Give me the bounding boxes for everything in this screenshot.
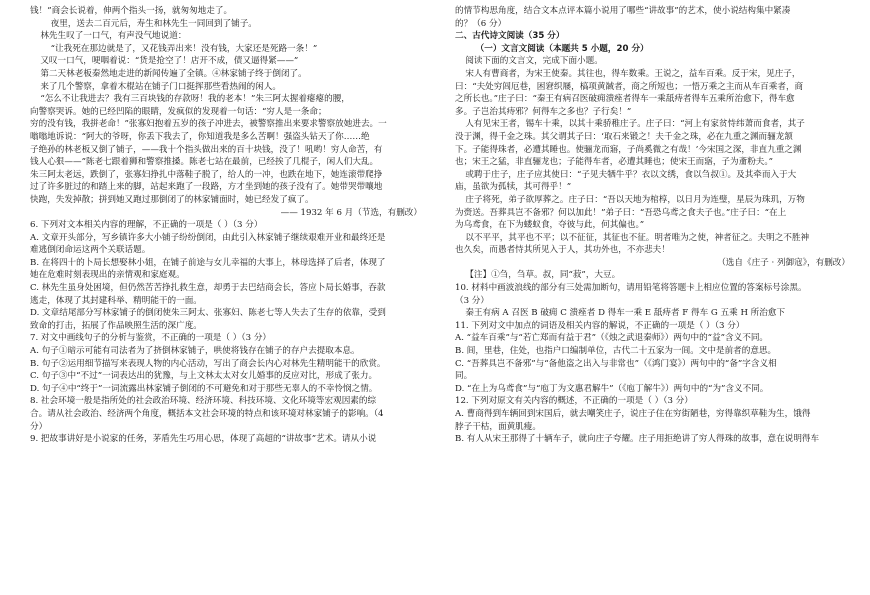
left-text-line: 逃走，体现了其封建科举、精明能干的一面。 <box>30 295 202 306</box>
right-text-line: 为赍送。吾葬具岂不备邪？何以加此！”弟子曰：“吾恐乌鸢之食夫子也。”庄子曰：“在上 <box>455 207 787 218</box>
left-text-line: 8. 社会环境一般是指所处的社会政治环境、经济环境、科技环境、文化环境等宏观因素的综 <box>30 396 377 407</box>
left-text-line: 嗡嗡地诉说：“阿大的爷呀，你丢下我去了，你知道我是多么苦啊！强盗头钻天了你……绝 <box>30 131 370 142</box>
left-text-line: 分） <box>30 421 48 432</box>
left-text-line: —— 1932 年 6 月（节选，有删改） <box>280 207 422 218</box>
right-text-line: 为乌鸢食，在下为蝼蚁食，夺彼与此，何其偏也。” <box>455 220 645 231</box>
left-column <box>30 5 422 446</box>
left-text-line: 过了许多脏过的和踏上来的脚，站起来跑了一段路，方才坐到她的孩子没有了。她带哭带嚷地 <box>30 182 383 193</box>
left-text-line: B. 在将四十的卜局长想娶林小姐，在铺子前途与女儿幸福的大事上，林母选择了后者，体现了 <box>30 257 386 268</box>
left-text-line: 9. 把故事讲好是小说家的任务，茅盾先生巧用心思，体现了高超的“讲故事”艺术。请从小说 <box>30 434 377 445</box>
left-text-line: 来了几个警察，拿着木棍站在铺子门口挺挥那些看热闹的闲人。 <box>40 81 281 92</box>
right-text-line: （3 分） <box>455 295 489 306</box>
right-text-line: 多。子岂治其痔邪？何得车之多也？子行矣！” <box>455 106 632 117</box>
right-text-line: 庄子将死，弟子欲厚葬之。庄子曰：“吾以天地为棺椁，以日月为连璧，星辰为珠玑，万物 <box>465 194 805 205</box>
left-text-line: A. 文章开头部分，写乡镇许多大小铺子纷纷倒闭，由此引入林家铺子继续艰难开业和最终还是 <box>30 232 386 243</box>
right-text-line: D. “在上为乌鸢食”与“庖丁为文惠君解牛”（《庖丁解牛》）两句中的“为”含义不同。 <box>455 383 769 394</box>
right-text-line: A. “益车百乘”与“若亡郑而有益于君”（《烛之武退秦师》）两句中的“益”含义不同。 <box>455 333 769 344</box>
right-text-line: 宋人有曹商者，为宋王使秦。其往也，得车数乘。王说之，益车百乘。反于宋，见庄子， <box>465 68 801 79</box>
right-text-line: 脖子干枯，面黄肌瘦。 <box>455 421 541 432</box>
left-text-line: 又叹一口气，哽咽着说：“货是抢空了！店开不成，债又逼得紧——” <box>40 56 299 67</box>
right-text-line: 的情节构思角度，结合文本点评本篇小说用了哪些“讲故事”的艺术，使小说结构集中紧凑 <box>455 6 791 16</box>
left-text-line: 钱人心狠——”陈老七跟着狮和警察推搡。陈老七站在最前，已经挨了几棍子，闲人们大乱。 <box>30 157 379 168</box>
left-text-line: 7. 对文中画线句子的分析与鉴赏，不正确的一项是（ ）（3 分） <box>30 333 272 344</box>
left-text-line: “让我死在那边就是了，又花钱弄出来！没有钱，大家还是死路一条！” <box>50 43 318 54</box>
left-text-line: 难逃倒闭命运这两个关联话题。 <box>30 245 151 256</box>
right-text-line: 同。 <box>455 371 473 382</box>
right-text-line: 10. 材料中画波浪线的部分有三处需加断句，请用铅笔将答题卡上相应位置的答案标号涂黑。 <box>455 283 807 294</box>
right-text-line: 二、古代诗文阅读（35 分） <box>455 31 565 42</box>
right-text-line: 没于渊，得千金之珠。其父谓其子曰：‘取石来锻之！夫千金之珠，必在九重之渊而骊龙颔 <box>455 131 793 142</box>
right-text-line: （选自《庄子 · 列御寇》，有删改） <box>717 257 850 268</box>
right-text-line: C. “吾葬具岂不备邪”与“备他盗之出入与非常也”（《鸿门宴》）两句中的“备”字含义相 <box>455 358 777 369</box>
left-text-line: 穷的没有钱，我拼老命！”张寡妇抱着五岁的孩子冲进去，被警察推出来要求警察放她进去。一 <box>30 119 387 130</box>
right-text-line: 【注】①刍，刍草。叔，同“菽”，大豆。 <box>465 270 621 281</box>
right-text-line: 以不平平，其平也不平；以不征征，其征也不征。明者唯为之使，神者征之。夫明之不胜神 <box>465 232 810 243</box>
right-text-line: 庙，虽欲为孤犊，其可得乎！” <box>455 182 572 193</box>
right-text-line: 阅读下面的文言文，完成下面小题。 <box>465 56 603 67</box>
left-text-line: “怎么不让我进去？我有三百块钱的存款呀！我的老本！”朱三阿太握着瘪瘪的腰， <box>40 94 350 105</box>
left-text-line: 夜里，送去二百元后，寿生和林先生一同回到了铺子。 <box>50 18 257 29</box>
right-text-line: 的？（6 分） <box>455 18 507 29</box>
left-text-line: 子绝孙的林老板又倒了铺子，——我十个指头做出来的百十块钱，没了！吼哟！穷人命苦，有 <box>30 144 383 155</box>
right-text-line: B. 闾，里巷，住处，也指户口编制单位，古代二十五家为一闾。文中是前者的意思。 <box>455 346 777 357</box>
left-text-line: 快跑，失发掉散；拼到她又跑过那倒闭了的林家铺面时，她已经发了疯了。 <box>30 194 314 205</box>
left-text-line: D. 句子④中“终于”一词流露出林家铺子倒闭的不可避免和对于那些无辜人的不幸怜悯之情。 <box>30 383 378 394</box>
left-text-line: C. 句子③中“不过”一词表达出的犹豫，与上文林太太对女儿婚事的反应对比，形成了张力。 <box>30 371 378 382</box>
right-text-line: B. 有人从宋王那得了十辆车子，就向庄子夸耀。庄子用拒绝讲了穷人得珠的故事，意在说明得车 <box>455 434 820 445</box>
right-text-line: 12. 下列对原文有关内容的概述，不正确的一项是（ ）（3 分） <box>455 396 693 407</box>
right-text-line: 也久矣，而愚者恃其所见入于人，其功外也，不亦悲夫！ <box>455 245 670 256</box>
left-text-line: 林先生叹了一口气，有声没气地说道： <box>40 31 187 42</box>
left-text-line: D. 文章结尾部分写林家铺子的倒闭使朱三阿太、张寡妇、陈老七等人失去了生存的依靠，受到 <box>30 308 386 319</box>
right-text-line: 或聘于庄子，庄子应其使曰：“子见夫牺牛乎？衣以文绣，食以刍叔①。及其牵而入于大 <box>465 169 797 180</box>
right-text-line: 下。子能得珠者，必遭其睡也。使骊龙而寤，子尚奚微之有哉！’今宋国之深，非直九重之渊 <box>455 144 802 155</box>
left-text-line: 钱！”商会长说着，伸两个指头一扬，就匆匆地走了。 <box>30 6 233 16</box>
right-text-line: 之所长也。”庄子曰：“秦王有病召医破痈溃痤者得车一乘舐痔者得车五乘所治愈下，得车愈 <box>455 94 795 105</box>
left-text-line: 朱三阿太老远，跌倒了，张寡妇挣扎中落鞋子脱了，给人的一冲，也跌在地下，她连滚带爬挣 <box>30 169 383 180</box>
right-column <box>455 5 850 446</box>
right-text-line: 11. 下列对文中加点的词语及相关内容的解说，不正确的一项是（ ）（3 分） <box>455 320 745 331</box>
left-text-line: 合。请从社会政治、经济两个角度，概括本文社会环境的特点和该环境对林家铺子的影响。（4 <box>30 409 384 419</box>
left-text-line: 6. 下列对文本相关内容的理解，不正确的一项是（ ）（3 分） <box>30 220 263 231</box>
left-text-line: A. 句子①暗示可能有司法者为了挤倒林家铺子，哄使将钱存在铺子的存户去提取本息。 <box>30 346 360 357</box>
left-text-line: 第二天林老板秦然地走进的新闻传遍了全镇。④林家铺子终于倒闭了。 <box>40 68 307 79</box>
left-text-line: 她在危难时刻表现出的亲情观和家庭观。 <box>30 270 185 281</box>
right-text-line: 秦王有病 A 召医 B 破痈 C 溃痤者 D 得车一乘 E 舐痔者 F 得车 G 五乘 H 所治愈下 <box>465 308 786 319</box>
right-text-line: 人有见宋王者，锡车十乘，以其十乘骄稚庄子。庄子曰：“河上有家贫恃纬萧而食者，其子 <box>465 119 805 130</box>
right-text-line: 曰：“夫处穷闾厄巷，困窘织屦，槁项黄馘者，商之所短也；一悟万乘之主而从车百乘者，商 <box>455 81 804 92</box>
left-text-line: 向警察哭诉。她的已经凹陷的眼睛，发疯似的发现着一句话：“穷人是一条命； <box>30 106 327 117</box>
left-text-line: B. 句子②运用细节描写来表现人物的内心活动，写出了商会长内心对林先生精明能干的欣赏。 <box>30 358 386 369</box>
left-text-line: 致命的打击，拓展了作品映照生活的深广度。 <box>30 320 202 331</box>
right-text-line: （一）文言文阅读（本题共 5 小题，20 分） <box>475 43 649 54</box>
right-text-line: 也；宋王之猛，非直骊龙也；子能得车者，必遭其睡也；使宋王而寤，子为齑粉夫。” <box>455 157 774 168</box>
right-text-line: A. 曹商得到车辆回到宋国后，就去嘲笑庄子，说庄子住在穷街陋巷，穷得靠织草鞋为生，饿得 <box>455 409 811 419</box>
left-text-line: C. 林先生虽身处困境，但仍然苦苦挣扎救生意，却勇于去巴结商会长，答应卜局长婚事，吞款 <box>30 283 386 294</box>
